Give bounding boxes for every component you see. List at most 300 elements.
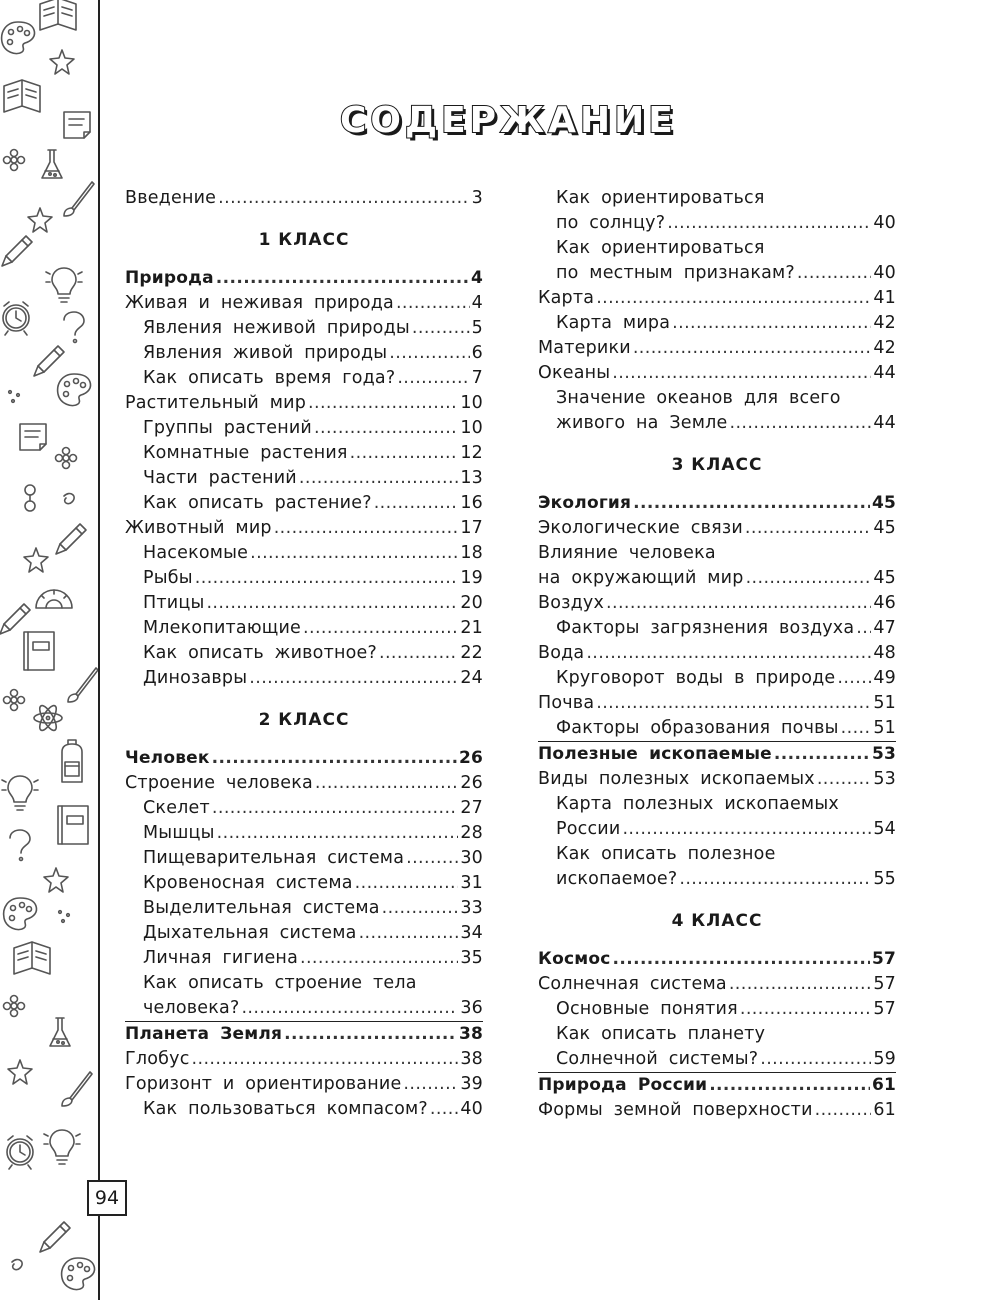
toc-page-number: 49 xyxy=(873,668,896,688)
toc-entry[interactable] xyxy=(538,336,896,361)
toc-page-number: 10 xyxy=(460,418,483,438)
dot-leader xyxy=(430,1097,458,1122)
toc-entry[interactable] xyxy=(125,186,483,211)
toc-entry[interactable] xyxy=(125,846,483,871)
dot-leader xyxy=(667,211,871,236)
toc-page-number: 51 xyxy=(873,693,896,713)
toc-entry-title: по местным признакам? xyxy=(556,263,795,283)
toc-entry[interactable] xyxy=(125,821,483,846)
class-heading: 4 КЛАСС xyxy=(671,911,763,931)
toc-entry-title: Пищеварительная система xyxy=(143,848,405,868)
toc-entry-title: Как ориентироваться xyxy=(556,188,765,208)
toc-page-number: 13 xyxy=(460,468,483,488)
dot-leader xyxy=(740,997,871,1022)
toc-entry-title: Группы растений xyxy=(143,418,313,438)
toc-entry-title: Природа России xyxy=(538,1075,708,1095)
toc-entry-title: Живая и неживая природа xyxy=(125,293,394,313)
star-icon xyxy=(44,868,68,892)
pencil-icon xyxy=(2,236,32,266)
dot-leader xyxy=(745,516,871,541)
toc-entry[interactable] xyxy=(125,416,483,441)
star-icon xyxy=(50,50,74,74)
toc-entry[interactable] xyxy=(538,792,896,817)
toc-page-number: 40 xyxy=(873,263,896,283)
toc-page-number: 38 xyxy=(460,1049,483,1069)
toc-entry-title: Комнатные растения xyxy=(143,443,348,463)
sticky-note-icon xyxy=(20,424,46,450)
toc-entry[interactable] xyxy=(125,566,483,591)
toc-entry[interactable] xyxy=(125,971,483,996)
toc-page-number: 33 xyxy=(460,898,483,918)
class-heading: 3 КЛАСС xyxy=(671,455,763,475)
toc-entry-title: Как описать полезное xyxy=(556,844,776,864)
toc-page-number: 42 xyxy=(873,338,896,358)
toc-entry-title: Как описать планету xyxy=(556,1024,766,1044)
toc-entry-title: Горизонт и ориентирование xyxy=(125,1074,402,1094)
flower-icon xyxy=(4,996,25,1017)
toc-entry-title: Полезные ископаемые xyxy=(538,744,772,764)
toc-entry-title: Виды полезных ископаемых xyxy=(538,769,815,789)
toc-entry[interactable] xyxy=(538,867,896,892)
dot-leader xyxy=(774,742,870,767)
toc-page-number: 44 xyxy=(873,413,896,433)
toc-entry[interactable] xyxy=(538,591,896,616)
dot-leader xyxy=(195,566,459,591)
dot-leader xyxy=(350,441,459,466)
toc-entry-title: Как описать время года? xyxy=(143,368,396,388)
toc-section[interactable] xyxy=(538,491,896,516)
toc-entry[interactable] xyxy=(538,516,896,541)
page-number: 94 xyxy=(87,1180,127,1216)
notebook-icon xyxy=(24,632,54,670)
toc-entry[interactable] xyxy=(538,1098,896,1123)
toc-page-number: 24 xyxy=(460,668,483,688)
toc-entry-title: Почва xyxy=(538,693,595,713)
toc-entry[interactable] xyxy=(125,516,483,541)
toc-entry-title: Экологические связи xyxy=(538,518,743,538)
toc-entry-title: Млекопитающие xyxy=(143,618,302,638)
toc-entry-title: Факторы загрязнения воздуха xyxy=(556,618,855,638)
toc-entry[interactable] xyxy=(125,871,483,896)
toc-page-number: 12 xyxy=(460,443,483,463)
toc-page-number: 40 xyxy=(873,213,896,233)
dot-leader xyxy=(249,666,458,691)
toc-entry[interactable] xyxy=(125,1072,483,1097)
toc-entry[interactable] xyxy=(538,716,896,741)
dot-leader xyxy=(841,716,872,741)
toc-entry-title: Как ориентироваться xyxy=(556,238,765,258)
toc-entry[interactable] xyxy=(538,666,896,691)
dot-leader xyxy=(760,1047,871,1072)
toc-page-number: 36 xyxy=(460,998,483,1018)
dot-leader xyxy=(406,846,458,871)
toc-entry[interactable] xyxy=(538,211,896,236)
flower-icon xyxy=(4,690,25,711)
toc-page-number: 26 xyxy=(458,748,483,768)
toc-entry-title: Экология xyxy=(538,493,632,513)
dot-leader xyxy=(606,591,871,616)
toc-page-number: 17 xyxy=(460,518,483,538)
dot-leader xyxy=(412,316,470,341)
dot-leader xyxy=(218,186,470,211)
lightbulb-icon xyxy=(46,268,82,302)
toc-section[interactable] xyxy=(125,1021,483,1047)
dot-leader xyxy=(596,691,871,716)
page-title: СОДЕРЖАНИЕ xyxy=(340,100,677,141)
toc-section[interactable] xyxy=(538,1072,896,1098)
book-icon xyxy=(14,942,50,974)
toc-entry[interactable] xyxy=(125,291,483,316)
toc-page-number: 10 xyxy=(460,393,483,413)
toc-page-number: 61 xyxy=(873,1100,896,1120)
flower-icon xyxy=(56,448,77,469)
toc-page-number: 21 xyxy=(460,618,483,638)
dot-leader xyxy=(729,972,872,997)
toc-entry[interactable] xyxy=(125,771,483,796)
toc-page-number: 22 xyxy=(460,643,483,663)
toc-page-number: 5 xyxy=(471,318,483,338)
toc-entry[interactable] xyxy=(538,1047,896,1072)
toc-entry-title: человека? xyxy=(143,998,240,1018)
toc-page-number: 54 xyxy=(873,819,896,839)
toc-entry[interactable] xyxy=(538,236,896,261)
dot-leader xyxy=(212,746,457,771)
spiral-decoration xyxy=(64,494,74,504)
backpack-icon xyxy=(62,740,82,782)
toc-page-number: 51 xyxy=(873,718,896,738)
toc-entry-title: Как пользоваться компасом? xyxy=(143,1099,428,1119)
toc-left-column xyxy=(125,186,483,1122)
dot-leader xyxy=(709,1073,870,1098)
toc-entry-title: Дыхательная система xyxy=(143,923,357,943)
toc-entry[interactable] xyxy=(538,842,896,867)
dot-leader xyxy=(314,416,458,441)
toc-section[interactable] xyxy=(125,266,483,291)
toc-page-number: 57 xyxy=(871,949,896,969)
dot-leader xyxy=(730,411,872,436)
toc-entry-title: Явления живой природы xyxy=(143,343,388,363)
toc-entry[interactable] xyxy=(125,441,483,466)
dot-leader xyxy=(679,867,871,892)
dot-leader xyxy=(396,291,470,316)
toc-page-number: 59 xyxy=(873,1049,896,1069)
dot-leader xyxy=(596,286,871,311)
toc-entry-title: Карта xyxy=(538,288,595,308)
dot-leader xyxy=(815,1098,872,1123)
atom-icon xyxy=(34,703,62,732)
toc-section[interactable] xyxy=(125,746,483,771)
dot-leader xyxy=(192,1047,459,1072)
toc-page-number: 18 xyxy=(460,543,483,563)
dot-leader xyxy=(303,616,458,641)
toc-entry-title: Кровеносная система xyxy=(143,873,353,893)
toc-entry[interactable] xyxy=(538,386,896,411)
dot-leader xyxy=(612,361,871,386)
toc-page-number: 4 xyxy=(470,268,483,288)
toc-entry[interactable] xyxy=(125,491,483,516)
toc-entry[interactable] xyxy=(538,972,896,997)
toc-entry[interactable] xyxy=(538,311,896,336)
glasses-icon xyxy=(25,485,35,511)
palette-icon xyxy=(2,22,35,54)
dot-leader xyxy=(359,921,459,946)
book-icon xyxy=(4,80,40,112)
toc-entry-title: ископаемое? xyxy=(556,869,678,889)
dot-leader xyxy=(633,491,870,516)
toc-entry-title: на окружающий мир xyxy=(538,568,744,588)
toc-entry-title: Птицы xyxy=(143,593,205,613)
alarm-clock-icon xyxy=(3,302,29,335)
pencil-icon xyxy=(56,524,86,554)
star-icon xyxy=(24,548,48,572)
toc-page-number: 41 xyxy=(873,288,896,308)
dot-leader xyxy=(856,616,871,641)
spiral-decoration xyxy=(12,1260,22,1270)
toc-entry[interactable] xyxy=(538,767,896,792)
toc-entry-title: Части растений xyxy=(143,468,297,488)
toc-page-number: 35 xyxy=(460,948,483,968)
brush-icon xyxy=(68,668,98,702)
dot-leader xyxy=(633,336,872,361)
toc-entry-title: Животный мир xyxy=(125,518,272,538)
class-heading: 2 КЛАСС xyxy=(258,710,350,730)
toc-page-number: 47 xyxy=(873,618,896,638)
dot-leader xyxy=(284,1022,457,1047)
toc-entry-title: Как описать растение? xyxy=(143,493,372,513)
dot-leader xyxy=(216,266,469,291)
dot-leader xyxy=(672,311,871,336)
toc-entry[interactable] xyxy=(125,391,483,416)
toc-page-number: 53 xyxy=(871,744,896,764)
dot-leader xyxy=(308,391,458,416)
toc-entry[interactable] xyxy=(538,361,896,386)
doodle-pattern xyxy=(0,0,98,1300)
dot-leader xyxy=(797,261,871,286)
toc-entry-title: Как описать животное? xyxy=(143,643,377,663)
toc-page-number: 26 xyxy=(460,773,483,793)
toc-page-number: 42 xyxy=(873,313,896,333)
toc-entry-title: Карта полезных ископаемых xyxy=(556,794,839,814)
toc-entry-title: Воздух xyxy=(538,593,605,613)
toc-entry[interactable] xyxy=(125,896,483,921)
brush-icon xyxy=(64,182,94,216)
dot-leader xyxy=(212,796,458,821)
toc-entry-title: Насекомые xyxy=(143,543,249,563)
dot-leader xyxy=(299,466,458,491)
dot-leader xyxy=(355,871,459,896)
toc-entry[interactable] xyxy=(125,946,483,971)
toc-entry[interactable] xyxy=(538,641,896,666)
dot-leader xyxy=(382,896,459,921)
star-icon xyxy=(28,208,52,232)
flask-icon xyxy=(42,150,62,178)
toc-page-number: 45 xyxy=(873,518,896,538)
dot-leader xyxy=(300,946,458,971)
dot-leader xyxy=(206,591,458,616)
toc-page-number: 7 xyxy=(471,368,483,388)
toc-page-number: 39 xyxy=(460,1074,483,1094)
toc-entry-title: Значение океанов для всего xyxy=(556,388,841,408)
question-mark-icon xyxy=(10,830,30,861)
dot-leader xyxy=(241,996,458,1021)
notebook-icon xyxy=(58,806,88,844)
toc-page-number: 57 xyxy=(873,974,896,994)
flask-icon xyxy=(50,1018,70,1046)
toc-entry-title: России xyxy=(556,819,621,839)
toc-entry[interactable] xyxy=(125,616,483,641)
toc-page-number: 27 xyxy=(460,798,483,818)
toc-entry[interactable] xyxy=(538,186,896,211)
toc-entry-title: Планета Земля xyxy=(125,1024,283,1044)
toc-page-number: 28 xyxy=(460,823,483,843)
toc-page-number: 19 xyxy=(460,568,483,588)
toc-entry-title: Солнечной системы? xyxy=(556,1049,759,1069)
toc-entry-title: по солнцу? xyxy=(556,213,666,233)
toc-entry-title: Личная гигиена xyxy=(143,948,298,968)
toc-entry-title: Введение xyxy=(125,188,217,208)
toc-entry[interactable] xyxy=(538,261,896,286)
dot-leader xyxy=(250,541,458,566)
toc-entry[interactable] xyxy=(538,286,896,311)
toc-page-number: 45 xyxy=(871,493,896,513)
toc-entry-title: Глобус xyxy=(125,1049,190,1069)
toc-entry-title: живого на Земле xyxy=(556,413,728,433)
dot-leader xyxy=(217,821,459,846)
pencil-icon xyxy=(0,604,30,634)
toc-entry-title: Факторы образования почвы xyxy=(556,718,839,738)
toc-right-column xyxy=(538,186,896,1123)
dot-leader xyxy=(403,1072,458,1097)
toc-page-number: 57 xyxy=(873,999,896,1019)
toc-entry-title: Мышцы xyxy=(143,823,215,843)
dot-leader xyxy=(379,641,458,666)
lightbulb-icon xyxy=(2,776,38,810)
toc-entry-title: Скелет xyxy=(143,798,210,818)
toc-entry-title: Круговорот воды в природе xyxy=(556,668,836,688)
toc-page-number: 20 xyxy=(460,593,483,613)
toc-entry-title: Строение человека xyxy=(125,773,313,793)
alarm-clock-icon xyxy=(7,1136,33,1169)
toc-entry-title: Солнечная система xyxy=(538,974,727,994)
toc-entry-title: Карта мира xyxy=(556,313,671,333)
dot-leader xyxy=(613,947,870,972)
toc-section[interactable] xyxy=(538,741,896,767)
toc-entry[interactable] xyxy=(125,1047,483,1072)
toc-page-number: 44 xyxy=(873,363,896,383)
toc-page-number: 38 xyxy=(458,1024,483,1044)
dot-leader xyxy=(397,366,469,391)
toc-page-number: 48 xyxy=(873,643,896,663)
toc-entry-title: Материки xyxy=(538,338,631,358)
dot-leader xyxy=(622,817,871,842)
toc-entry-title: Влияние человека xyxy=(538,543,716,563)
dot-leader xyxy=(274,516,459,541)
toc-page-number: 45 xyxy=(873,568,896,588)
toc-entry-title: Человек xyxy=(125,748,210,768)
dot-leader xyxy=(746,566,872,591)
toc-entry-title: Космос xyxy=(538,949,611,969)
toc-entry-title: Рыбы xyxy=(143,568,193,588)
toc-entry-title: Растительный мир xyxy=(125,393,307,413)
toc-entry[interactable] xyxy=(125,1097,483,1122)
toc-entry[interactable] xyxy=(125,541,483,566)
toc-page-number: 61 xyxy=(871,1075,896,1095)
pencil-icon xyxy=(34,346,64,376)
toc-entry[interactable] xyxy=(125,366,483,391)
toc-entry[interactable] xyxy=(538,817,896,842)
toc-entry[interactable] xyxy=(538,997,896,1022)
toc-entry-title: Океаны xyxy=(538,363,611,383)
palette-icon xyxy=(62,1258,95,1290)
dot-leader xyxy=(315,771,458,796)
dot-leader xyxy=(374,491,459,516)
toc-entry-title: Выделительная система xyxy=(143,898,380,918)
toc-page-number: 4 xyxy=(471,293,483,313)
toc-page-number: 6 xyxy=(471,343,483,363)
brush-icon xyxy=(62,1072,92,1106)
dot-leader xyxy=(817,767,872,792)
toc-entry-title: Природа xyxy=(125,268,214,288)
toc-entry[interactable] xyxy=(538,411,896,436)
toc-entry[interactable] xyxy=(538,566,896,591)
toc-entry-title: Явления неживой природы xyxy=(143,318,410,338)
toc-entry[interactable] xyxy=(125,466,483,491)
toc-page-number: 55 xyxy=(873,869,896,889)
dot-leader xyxy=(586,641,871,666)
toc-entry[interactable] xyxy=(125,341,483,366)
toc-entry-title: Формы земной поверхности xyxy=(538,1100,813,1120)
book-icon xyxy=(40,0,76,30)
toc-page-number: 46 xyxy=(873,593,896,613)
doodle-margin xyxy=(0,0,100,1300)
toc-entry[interactable] xyxy=(125,996,483,1021)
palette-icon xyxy=(4,898,37,930)
toc-entry[interactable] xyxy=(538,691,896,716)
toc-entry[interactable] xyxy=(125,316,483,341)
toc-entry-title: Динозавры xyxy=(143,668,248,688)
flower-icon xyxy=(4,150,25,171)
toc-page-number: 53 xyxy=(873,769,896,789)
toc-page-number: 34 xyxy=(460,923,483,943)
toc-entry[interactable] xyxy=(125,591,483,616)
toc-entry-title: Вода xyxy=(538,643,585,663)
toc-page-number: 31 xyxy=(460,873,483,893)
sticky-note-icon xyxy=(64,112,90,138)
question-mark-icon xyxy=(64,312,84,343)
dot-leader xyxy=(389,341,469,366)
toc-entry-title: Как описать строение тела xyxy=(143,973,417,993)
toc-entry[interactable] xyxy=(125,921,483,946)
star-icon xyxy=(8,1060,32,1084)
toc-entry[interactable] xyxy=(125,666,483,691)
toc-page-number: 3 xyxy=(471,188,483,208)
toc-entry[interactable] xyxy=(125,641,483,666)
lightbulb-icon xyxy=(44,1130,80,1164)
palette-icon xyxy=(58,374,91,406)
dots-decoration xyxy=(59,911,70,923)
class-heading: 1 КЛАСС xyxy=(258,230,350,250)
toc-page-number: 40 xyxy=(460,1099,483,1119)
toc-entry[interactable] xyxy=(538,541,896,566)
toc-page-number: 30 xyxy=(460,848,483,868)
pencil-icon xyxy=(40,1222,70,1252)
toc-entry[interactable] xyxy=(538,616,896,641)
toc-section[interactable] xyxy=(538,947,896,972)
toc-entry[interactable] xyxy=(125,796,483,821)
toc-page-number: 16 xyxy=(460,493,483,513)
toc-entry[interactable] xyxy=(538,1022,896,1047)
toc-entry-title: Основные понятия xyxy=(556,999,738,1019)
